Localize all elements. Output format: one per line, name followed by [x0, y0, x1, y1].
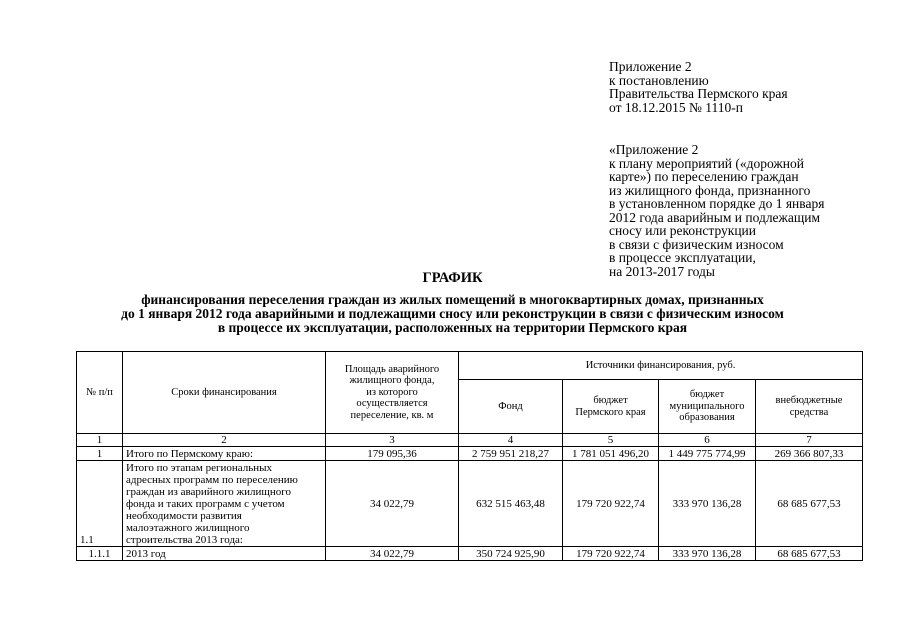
row-area: 34 022,79: [326, 547, 459, 561]
row-fund: 350 724 925,90: [459, 547, 563, 561]
row-municipal: 333 970 136,28: [659, 547, 756, 561]
row-name: Итого по этапам региональных адресных программ по переселению граждан из аварийного жилищного фонда и таких программ с учетом необходимости развития малоэтажного жилищного строительства 2013 года:: [123, 461, 326, 547]
document-subtitle: [60, 293, 845, 335]
annex-line: к постановлению: [609, 72, 709, 88]
row-regional: 1 781 051 496,20: [563, 447, 659, 461]
row-num: 1.1: [77, 461, 123, 547]
column-number: 6: [659, 434, 756, 447]
header-sources: Источники финансирования, руб.: [459, 352, 863, 380]
row-num: 1: [77, 447, 123, 461]
annex-block: [609, 60, 879, 278]
row-extra: 269 366 807,33: [756, 447, 863, 461]
annex-line: карте») по переселению граждан: [609, 169, 799, 184]
row-area: 34 022,79: [326, 461, 459, 547]
row-area: 179 095,36: [326, 447, 459, 461]
row-num: 1.1.1: [77, 547, 123, 561]
subtitle-line: финансирования переселения граждан из жилых помещений в многоквартирных домах, признанных: [141, 292, 764, 307]
financing-table: [76, 351, 863, 561]
row-fund: 632 515 463,48: [459, 461, 563, 547]
row-municipal: 1 449 775 774,99: [659, 447, 756, 461]
annex-line: от 18.12.2015 № 1110-п: [609, 99, 743, 115]
row-regional: 179 720 922,74: [563, 547, 659, 561]
annex-line: 2012 года аварийным и подлежащим: [609, 209, 821, 225]
document-title: ГРАФИК: [422, 270, 483, 286]
header-extrabudgetary: внебюджетные средства: [756, 380, 863, 434]
table-row: [77, 447, 863, 461]
subtitle-line: до 1 января 2012 года аварийными и подлежащими сносу или реконструкции в связи с физическим износом: [121, 306, 784, 321]
header-municipal-budget: бюджет муниципального образования: [659, 380, 756, 434]
annex-line: в связи с физическим износом: [609, 236, 784, 252]
column-number-row: [77, 434, 863, 447]
annex-line: из жилищного фонда, признанного: [609, 182, 811, 198]
row-extra: 68 685 677,53: [756, 461, 863, 547]
annex-line: на 2013-2017 годы: [609, 263, 715, 279]
annex-line: к плану мероприятий («дорожной: [609, 155, 804, 171]
column-number: 4: [459, 434, 563, 447]
row-regional: 179 720 922,74: [563, 461, 659, 547]
column-number: 5: [563, 434, 659, 447]
subtitle-line: в процессе их эксплуатации, расположенных на территории Пермского края: [217, 320, 688, 335]
header-regional-budget: бюджет Пермского края: [563, 380, 659, 434]
row-extra: 68 685 677,53: [756, 547, 863, 561]
column-number: 3: [326, 434, 459, 447]
annex-line: Правительства Пермского края: [609, 86, 788, 101]
column-number: 1: [77, 434, 123, 447]
table-row: [77, 461, 863, 547]
column-number: 7: [756, 434, 863, 447]
annex-line: в установленном порядке до 1 января: [609, 196, 825, 211]
header-area: Площадь аварийного жилищного фонда, из которого осуществляется переселение, кв. м: [326, 352, 459, 434]
row-fund: 2 759 951 218,27: [459, 447, 563, 461]
row-name: Итого по Пермскому краю:: [123, 447, 326, 461]
row-municipal: 333 970 136,28: [659, 461, 756, 547]
header-period: Сроки финансирования: [123, 352, 326, 434]
table-row: [77, 547, 863, 561]
annex-spacer: [609, 114, 879, 143]
annex-line: Приложение 2: [609, 59, 692, 74]
header-fund: Фонд: [459, 380, 563, 434]
header-num: № п/п: [77, 352, 123, 434]
column-number: 2: [123, 434, 326, 447]
annex-line: сносу или реконструкции: [609, 223, 757, 238]
annex-line: «Приложение 2: [609, 142, 699, 157]
table-header-row: [77, 352, 863, 380]
annex-line: в процессе эксплуатации,: [609, 250, 756, 265]
row-name: 2013 год: [123, 547, 326, 561]
